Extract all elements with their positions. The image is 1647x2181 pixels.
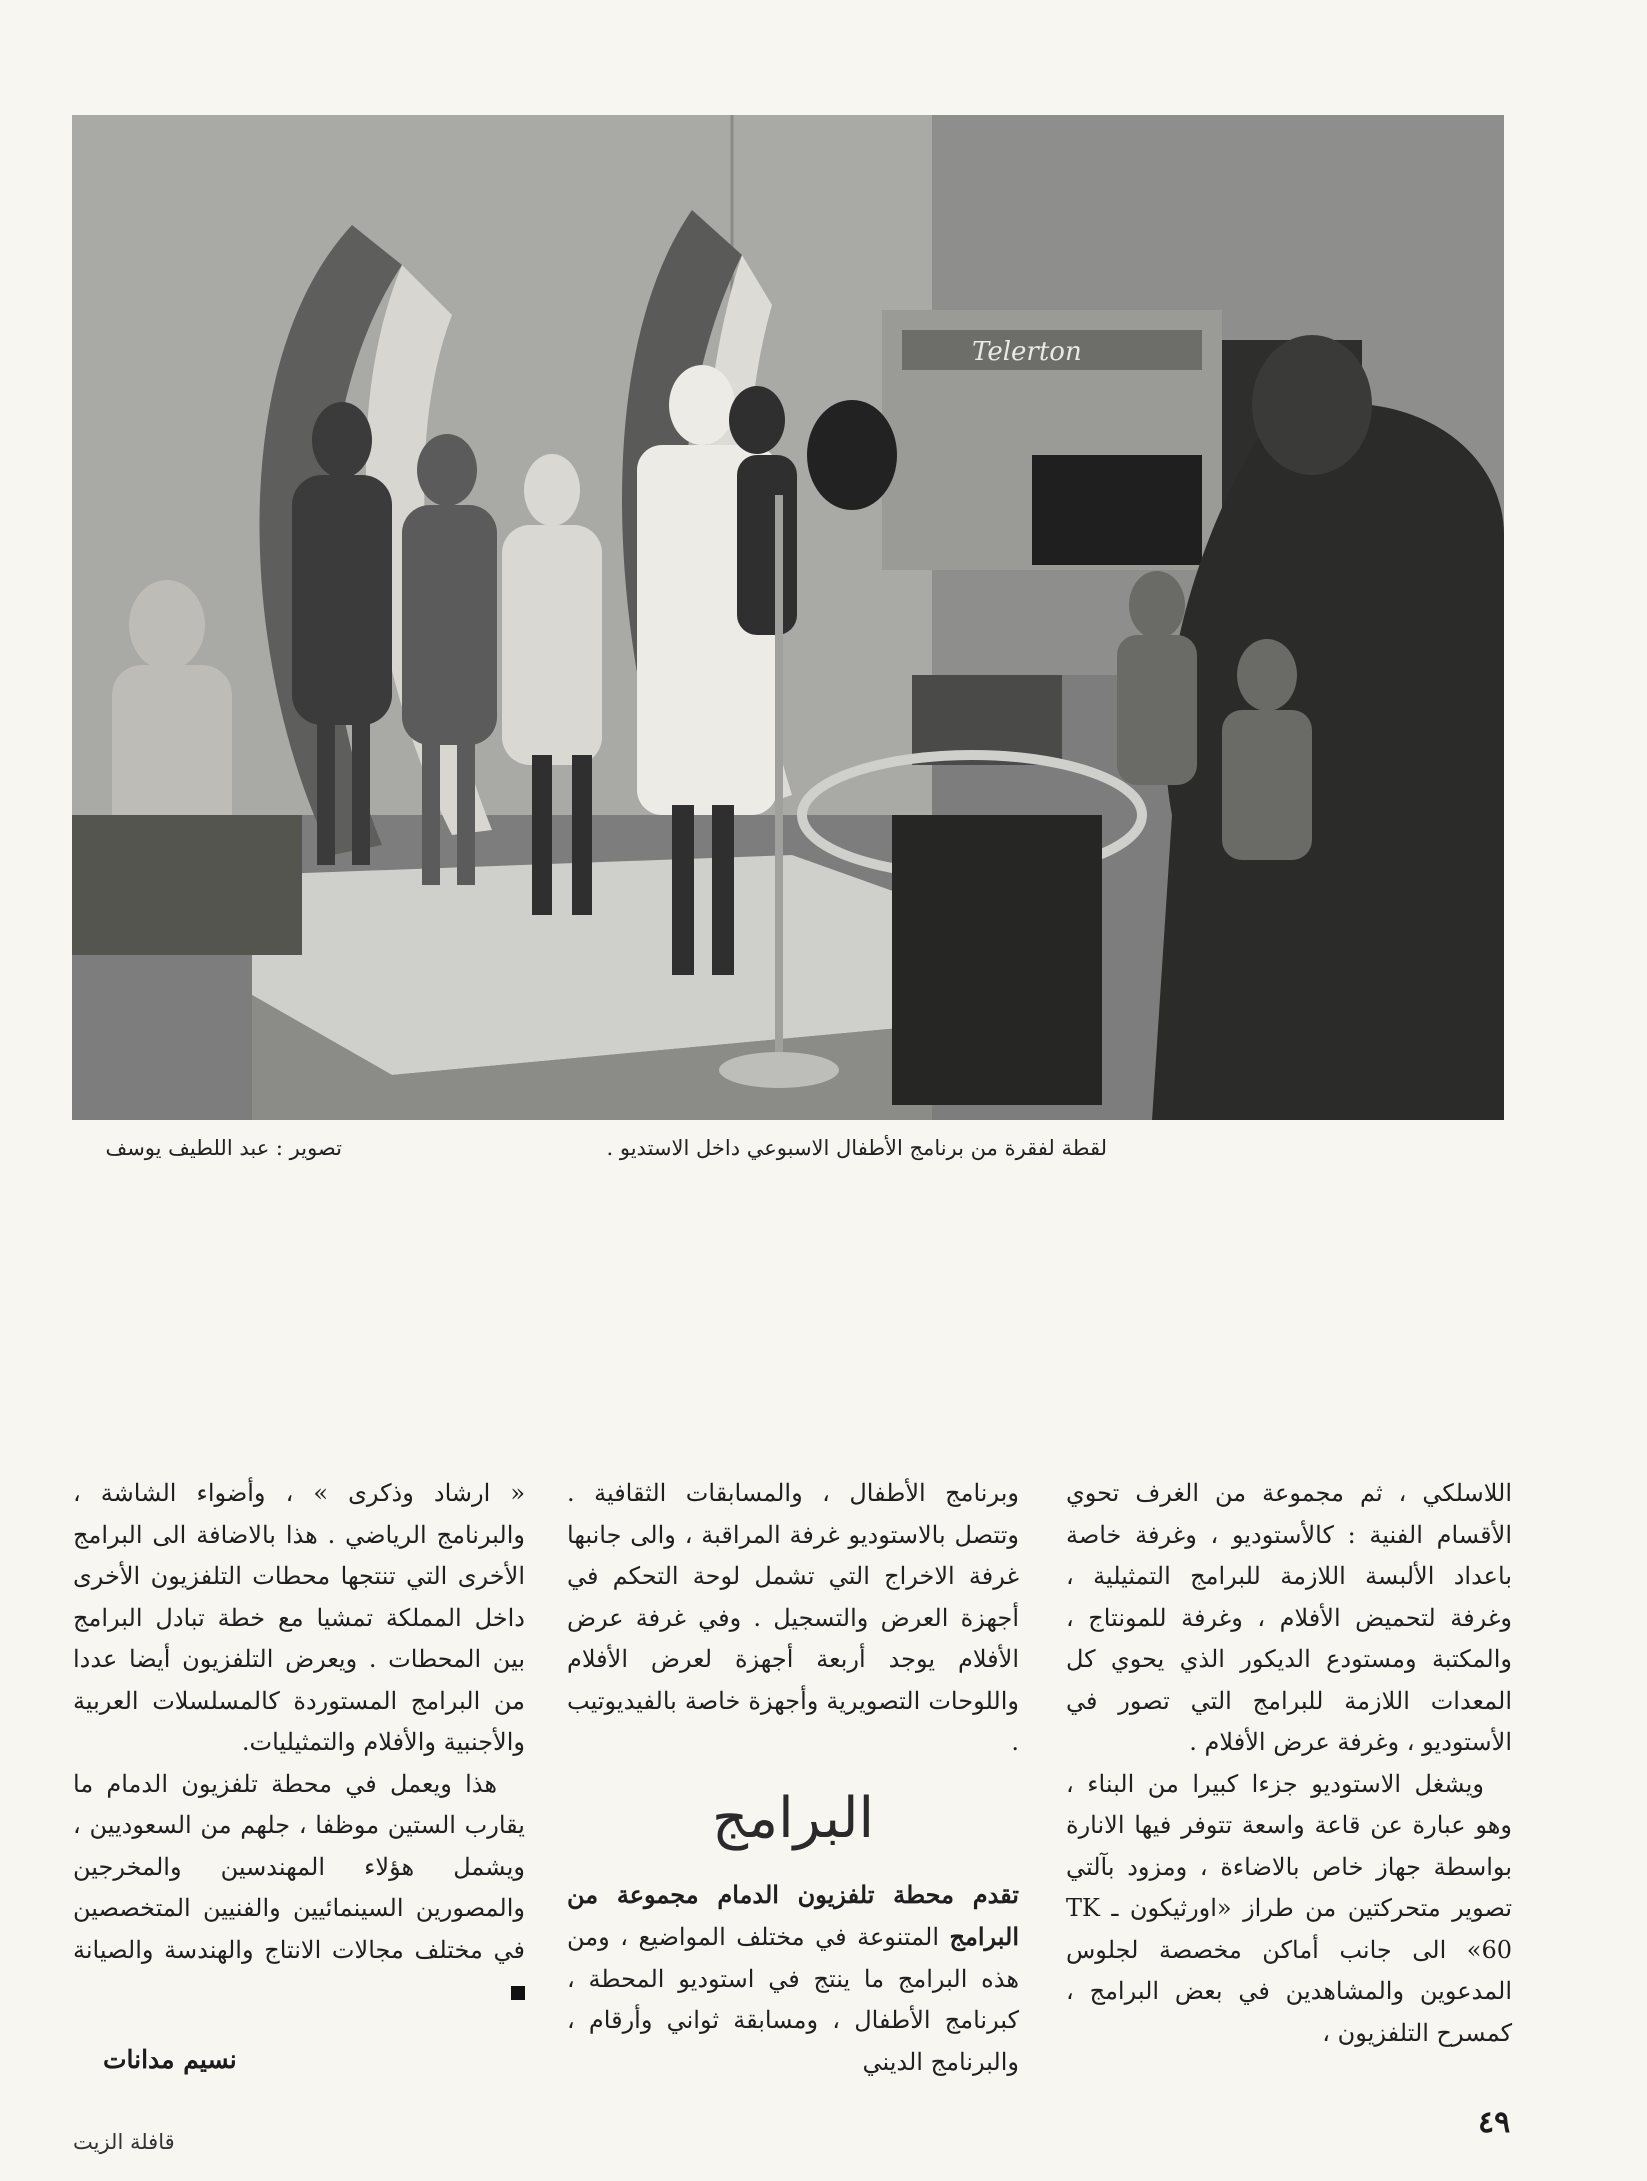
magazine-footer: قافلة الزيت	[73, 2130, 175, 2154]
studio-photo-illustration	[72, 115, 1504, 1120]
article-column-2	[567, 1473, 1019, 2083]
camera-brand-label: Telerton	[972, 337, 1082, 367]
column-2-paragraph-1: وبرنامج الأطفال ، والمسابقات الثقافية . وتتصل بالاستوديو غرفة المراقبة ، والى جانبها غرفة الاخراج التي تشمل لوحة التحكم في أجهزة العرض والتسجيل . وفي غرفة عرض الأفلام يوجد أربعة أجهزة لعرض الأفلام واللوحات التصويرية وأجهزة خاصة بالفيديوتيب .	[567, 1479, 1019, 1756]
page-number: ٤٩	[1478, 2105, 1511, 2140]
author-signature: نسيم مدانات	[103, 2045, 237, 2074]
column-3-paragraph-2: هذا ويعمل في محطة تلفزيون الدمام ما يقارب الستين موظفا ، جلهم من السعوديين ، ويشمل هؤلاء المهندسين والمخرجين والمصورين السينمائيين والفنيين المتخصصين في مختلف مجالات الانتاج والهندسة والصيانة	[73, 1769, 525, 1964]
photo-credit: تصوير : عبد اللطيف يوسف	[105, 1136, 342, 1160]
photo-caption: لقطة لفقرة من برنامج الأطفال الاسبوعي داخل الاستديو .	[606, 1136, 1107, 1160]
article-column-1	[1066, 1473, 1512, 2054]
column-2-paragraph-2: المتنوعة في مختلف المواضيع ، ومن هذه البرامج ما ينتج في استوديو المحطة ، كبرنامج الأطفال ، ومسابقة ثواني وأرقام ، والبرنامج الديني	[567, 1923, 1019, 2076]
studio-photo	[72, 115, 1504, 1120]
end-of-article-mark	[511, 1986, 525, 2000]
column-1-paragraph-1: اللاسلكي ، ثم مجموعة من الغرف تحوي الأقسام الفنية : كالأستوديو ، وغرفة خاصة باعداد الألبسة اللازمة للبرامج التمثيلية ، وغرفة لتحميض الأفلام ، وغرفة للمونتاج ، والمكتبة ومستودع الديكور الذي يحوي كل المعدات اللازمة للبرامج التي تصور في الأستوديو ، وغرفة عرض الأفلام .	[1066, 1479, 1512, 1756]
column-3-paragraph-1: « ارشاد وذكرى » ، وأضواء الشاشة ، والبرنامج الرياضي . هذا بالاضافة الى البرامج الأخرى التي تنتجها محطات التلفزيون الأخرى داخل المملكة تمشيا مع خطة تبادل البرامج بين المحطات . ويعرض التلفزيون أيضا عددا من البرامج المستوردة كالمسلسلات العربية والأجنبية والأفلام والتمثيليات.	[73, 1479, 525, 1756]
column-2-lead: تقدم محطة تلفزيون الدمام مجموعة من البرامج	[567, 1879, 1019, 1951]
article-column-3	[73, 1473, 525, 2013]
section-heading: البرامج	[711, 1785, 875, 1851]
column-1-paragraph-2: ويشغل الاستوديو جزءا كبيرا من البناء ، وهو عبارة عن قاعة واسعة تتوفر فيها الانارة بواسطة جهاز خاص بالاضاءة ، ومزود بآلتي تصوير متحركتين من طراز «اورثيكون ـ TK 60» الى جانب أماكن مخصصة لجلوس المدعوين والمشاهدين في بعض البرامج ، كمسرح التلفزيون ،	[1066, 1769, 1512, 2047]
